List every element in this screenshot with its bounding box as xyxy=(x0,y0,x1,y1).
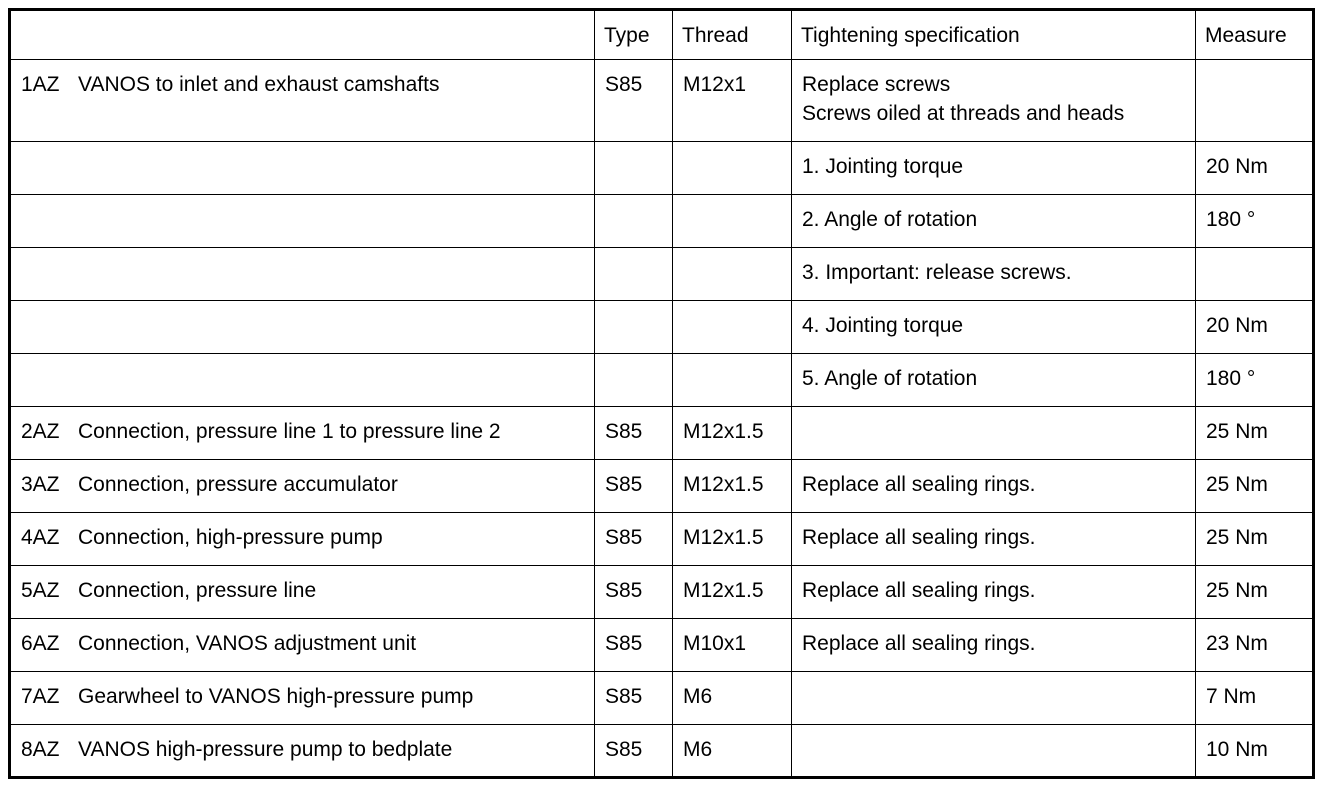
measure-cell: 180 ° xyxy=(1196,195,1314,248)
type-cell xyxy=(595,248,673,301)
position-code: 4AZ xyxy=(21,526,60,549)
description-cell xyxy=(10,60,595,142)
tightening-spec-cell xyxy=(792,725,1196,778)
type-cell: S85 xyxy=(595,672,673,725)
table-body xyxy=(10,60,1314,778)
measure-cell: 25 Nm xyxy=(1196,513,1314,566)
thread-cell: M12x1.5 xyxy=(673,460,792,513)
tightening-spec-cell xyxy=(792,248,1196,301)
header-description xyxy=(10,10,595,60)
spec-line: Replace all sealing rings. xyxy=(802,473,1036,496)
description-text: Connection, pressure accumulator xyxy=(78,473,398,496)
type-cell: S85 xyxy=(595,619,673,672)
description-cell xyxy=(10,142,595,195)
description-text: Gearwheel to VANOS high-pressure pump xyxy=(78,685,474,708)
tightening-spec-cell xyxy=(792,672,1196,725)
description-cell xyxy=(10,566,595,619)
description-cell xyxy=(10,354,595,407)
position-code: 2AZ xyxy=(21,420,60,443)
measure-cell: 7 Nm xyxy=(1196,672,1314,725)
description-cell xyxy=(10,195,595,248)
tightening-spec-cell xyxy=(792,142,1196,195)
measure-cell xyxy=(1196,60,1314,142)
tightening-spec-cell xyxy=(792,619,1196,672)
description-cell xyxy=(10,619,595,672)
thread-cell: M6 xyxy=(673,672,792,725)
tightening-spec-cell xyxy=(792,566,1196,619)
thread-cell: M10x1 xyxy=(673,619,792,672)
spec-line: Replace all sealing rings. xyxy=(802,526,1036,549)
description-text: VANOS high-pressure pump to bedplate xyxy=(78,738,453,761)
tightening-spec-cell xyxy=(792,407,1196,460)
measure-cell: 20 Nm xyxy=(1196,142,1314,195)
thread-cell xyxy=(673,248,792,301)
table-row xyxy=(10,460,1314,513)
type-cell: S85 xyxy=(595,407,673,460)
table-row xyxy=(10,142,1314,195)
table-row xyxy=(10,195,1314,248)
tightening-spec-cell xyxy=(792,460,1196,513)
table-row xyxy=(10,407,1314,460)
description-text: Connection, pressure line xyxy=(78,579,317,602)
measure-cell xyxy=(1196,248,1314,301)
type-cell: S85 xyxy=(595,725,673,778)
type-cell: S85 xyxy=(595,460,673,513)
table-row xyxy=(10,301,1314,354)
position-code: 5AZ xyxy=(21,579,60,602)
table-row xyxy=(10,354,1314,407)
tightening-spec-cell xyxy=(792,301,1196,354)
header-thread: Thread xyxy=(673,10,792,60)
table-row xyxy=(10,248,1314,301)
measure-cell: 23 Nm xyxy=(1196,619,1314,672)
tightening-spec-cell xyxy=(792,60,1196,142)
header-tightening-specification: Tightening specification xyxy=(792,10,1196,60)
description-text: Connection, pressure line 1 to pressure line 2 xyxy=(78,420,501,443)
spec-line: Replace screws xyxy=(802,73,951,96)
measure-cell: 25 Nm xyxy=(1196,407,1314,460)
description-cell xyxy=(10,460,595,513)
measure-cell: 180 ° xyxy=(1196,354,1314,407)
thread-cell xyxy=(673,354,792,407)
table-row xyxy=(10,725,1314,778)
spec-line: 3. Important: release screws. xyxy=(802,261,1072,284)
thread-cell: M12x1 xyxy=(673,60,792,142)
spec-line: 4. Jointing torque xyxy=(802,314,964,337)
type-cell: S85 xyxy=(595,60,673,142)
spec-line: Replace all sealing rings. xyxy=(802,579,1036,602)
thread-cell: M12x1.5 xyxy=(673,407,792,460)
table-row xyxy=(10,566,1314,619)
type-cell: S85 xyxy=(595,513,673,566)
spec-line: 1. Jointing torque xyxy=(802,155,964,178)
thread-cell: M6 xyxy=(673,725,792,778)
position-code: 7AZ xyxy=(21,685,60,708)
description-text: Connection, VANOS adjustment unit xyxy=(78,632,417,655)
thread-cell: M12x1.5 xyxy=(673,566,792,619)
header-type: Type xyxy=(595,10,673,60)
thread-cell xyxy=(673,301,792,354)
measure-cell: 20 Nm xyxy=(1196,301,1314,354)
header-measure: Measure xyxy=(1196,10,1314,60)
description-text: Connection, high-pressure pump xyxy=(78,526,383,549)
description-cell xyxy=(10,248,595,301)
description-text: VANOS to inlet and exhaust camshafts xyxy=(78,73,440,96)
table-row xyxy=(10,619,1314,672)
header-row xyxy=(10,10,1314,60)
type-cell xyxy=(595,301,673,354)
spec-line: 2. Angle of rotation xyxy=(802,208,978,231)
tightening-spec-cell xyxy=(792,513,1196,566)
description-cell xyxy=(10,513,595,566)
table-row xyxy=(10,672,1314,725)
description-cell xyxy=(10,672,595,725)
position-code: 1AZ xyxy=(21,73,60,96)
table-row xyxy=(10,60,1314,142)
description-cell xyxy=(10,725,595,778)
measure-cell: 25 Nm xyxy=(1196,566,1314,619)
description-cell xyxy=(10,407,595,460)
type-cell xyxy=(595,142,673,195)
type-cell: S85 xyxy=(595,566,673,619)
position-code: 8AZ xyxy=(21,738,60,761)
tightening-spec-cell xyxy=(792,354,1196,407)
measure-cell: 10 Nm xyxy=(1196,725,1314,778)
thread-cell: M12x1.5 xyxy=(673,513,792,566)
type-cell xyxy=(595,195,673,248)
thread-cell xyxy=(673,142,792,195)
tightening-spec-cell xyxy=(792,195,1196,248)
table-row xyxy=(10,513,1314,566)
position-code: 6AZ xyxy=(21,632,60,655)
position-code: 3AZ xyxy=(21,473,60,496)
measure-cell: 25 Nm xyxy=(1196,460,1314,513)
thread-cell xyxy=(673,195,792,248)
tightening-spec-table xyxy=(8,8,1315,779)
type-cell xyxy=(595,354,673,407)
spec-line: Replace all sealing rings. xyxy=(802,632,1036,655)
spec-line: Screws oiled at threads and heads xyxy=(802,102,1125,125)
spec-line: 5. Angle of rotation xyxy=(802,367,978,390)
description-cell xyxy=(10,301,595,354)
